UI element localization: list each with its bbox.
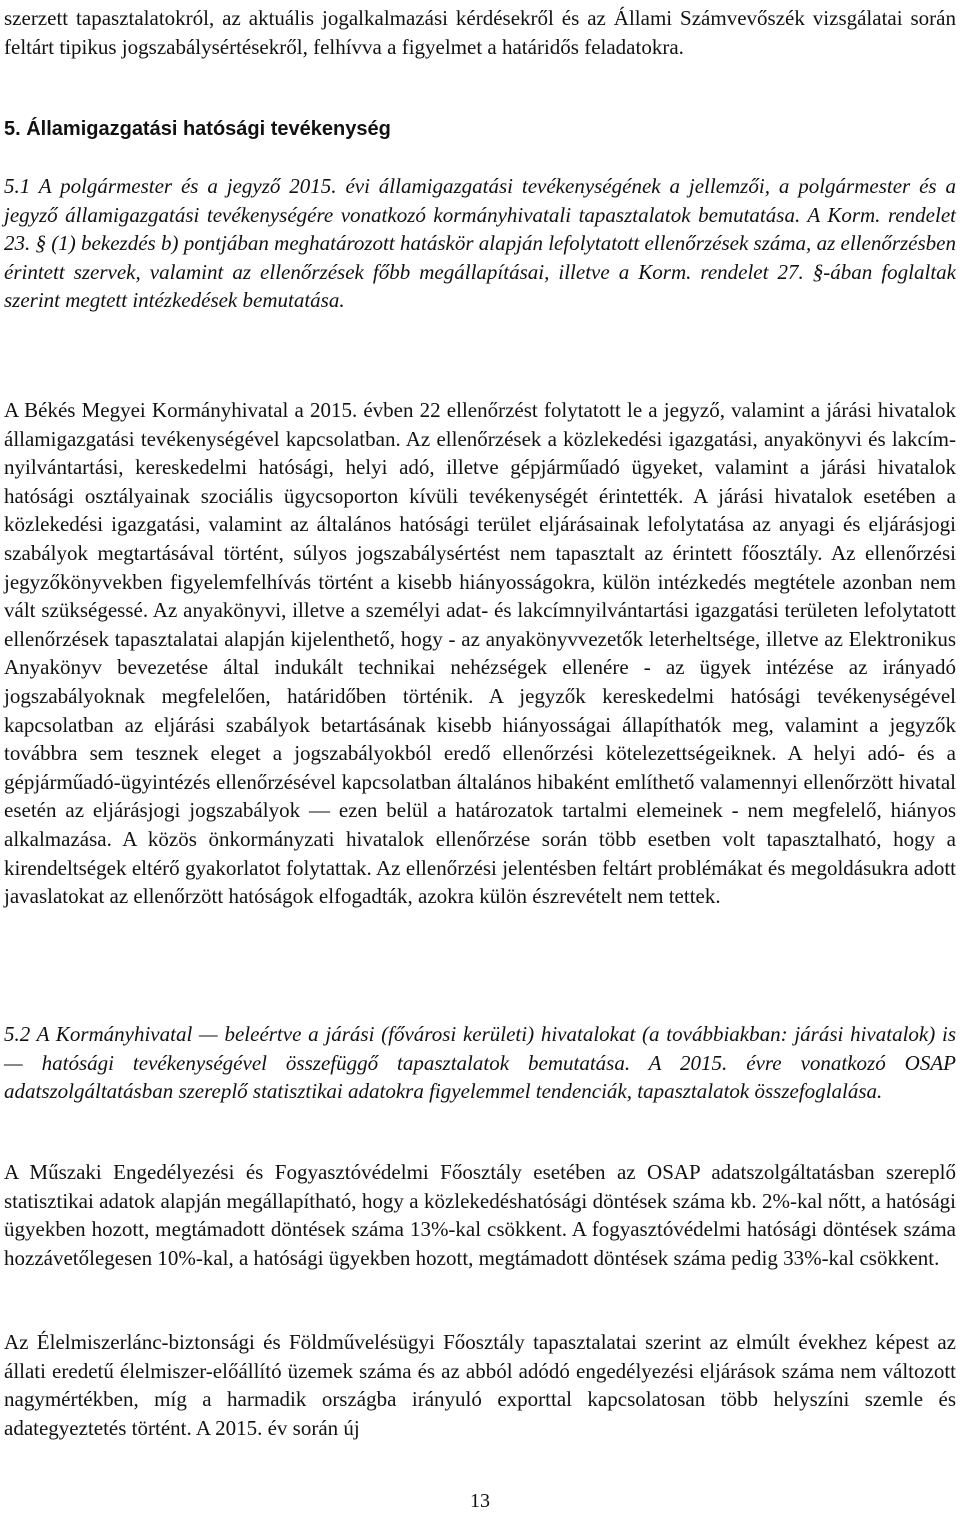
bekes-paragraph: A Békés Megyei Kormányhivatal a 2015. évben 22 ellenőrzést folytatott le a jegyző, valamint a járási hivatalok államigazgatási tevékenységével kapcsolatban. Az ellenőrzések a közlekedési igazgatási, anyakönyvi és lakcím-nyilvántartási, kereskedelmi hatósági, helyi adó, illetve gépjárműadó ügyeket, valamint a járási hivatalok hatósági osztályainak szociális ügycsoporton kívüli tevékenységét érintették. A járási hivatalok esetében a közlekedési igazgatási, valamint az általános hatósági terület eljárásainak lefolytatása az anyagi és eljárásjogi szabályok megtartásával történt, súlyos jogszabálysértést nem tapasztalt az érintett főosztály. Az ellenőrzési jegyzőkönyvekben figyelemfelhívás történt a kisebb hiányosságokra, külön intézkedés megtétele azonban nem vált szükségessé. Az anyakönyvi, illetve a személyi adat- és lakcímnyilvántartási igazgatási területen lefolytatott ellenőrzések tapasztalatai alapján kijelenthető, hogy - az anyakönyvvezetők leterheltsége, illetve az Elektronikus Anyakönyv bevezetése által indukált technikai nehézségek ellenére - az ügyek intézése az irányadó jogszabályoknak megfelelően, határidőben történik. A jegyzők kereskedelmi hatósági tevékenységével kapcsolatban az eljárási szabályok betartásának kisebb hiányosságai állapíthatók meg, valamint a jegyzők továbbra sem tesznek eleget a jogszabályokból eredő ellenőrzési kötelezettségeiknek. A helyi adó- és a gépjárműadó-ügyintézés ellenőrzésével kapcsolatban általános hibaként említhető valamennyi ellenőrzött hivatal esetén az eljárásjogi jogszabályok — ezen belül a határozatok tartalmi elemeinek - nem megfelelő, hiányos alkalmazása. A közös önkormányzati hivatalok ellenőrzése során több esetben volt tapasztalható, hogy a kirendeltségek eltérő gyakorlatot folytattak. Az ellenőrzési jelentésben feltárt problémákat és megoldásukra adott javaslatokat az ellenőrzött hatóságok elfogadták, azokra külön észrevételt nem tettek. (4, 398, 956, 909)
section-heading: 5. Államigazgatási hatósági tevékenység (4, 118, 391, 140)
page-number: 13 (470, 1490, 490, 1512)
elelmiszer-paragraph: Az Élelmiszerlánc-biztonsági és Földművelésügyi Főosztály tapasztalatai szerint az elmúlt évekhez képest az állati eredetű élelmiszer-előállító üzemek száma és az abból adódó engedélyezési eljárások száma nem változott nagymértékben, míg a harmadik országba irányuló exporttal kapcsolatosan több helyszíni szemle és adategyeztetés történt. A 2015. év során új (4, 1330, 956, 1440)
intro-paragraph: szerzett tapasztalatokról, az aktuális jogalkalmazási kérdésekről és az Állami Számvevőszék vizsgálatai során feltárt tipikus jogszabálysértésekről, felhívva a figyelmet a határidős feladatokra. (4, 6, 956, 59)
subsection-5-2-paragraph: 5.2 A Kormányhivatal — beleértve a járási (fővárosi kerületi) hivatalokat (a továbbiakban: járási hivatalok) is — hatósági tevékenységével összefüggő tapasztalatok bemutatása. A 2015. évre vonatkozó OSAP adatszolgáltatásban szereplő statisztikai adatokra figyelemmel tendenciák, tapasztalatok összefoglalása. (4, 1022, 956, 1104)
subsection-5-1-paragraph: 5.1 A polgármester és a jegyző 2015. évi államigazgatási tevékenységének a jellemzői, a polgármester és a jegyző államigazgatási tevékenységére vonatkozó kormányhivatali tapasztalatok bemutatása. A Korm. rendelet 23. § (1) bekezdés b) pontjában meghatározott hatáskör alapján lefolytatott ellenőrzések száma, az ellenőrzésben érintett szervek, valamint az ellenőrzések főbb megállapításai, illetve a Korm. rendelet 27. §-ában foglaltak szerint megtett intézkedések bemutatása. (4, 174, 956, 313)
muszaki-paragraph: A Műszaki Engedélyezési és Fogyasztóvédelmi Főosztály esetében az OSAP adatszolgáltatásban szereplő statisztikai adatok alapján megállapítható, hogy a közlekedéshatósági döntések száma kb. 2%-kal nőtt, a hatósági ügyekben hozott, megtámadott döntések száma 13%-kal csökkent. A fogyasztóvédelmi hatósági döntések száma hozzávetőlegesen 10%-kal, a hatósági ügyekben hozott, megtámadott döntések száma pedig 33%-kal csökkent. (4, 1160, 956, 1270)
